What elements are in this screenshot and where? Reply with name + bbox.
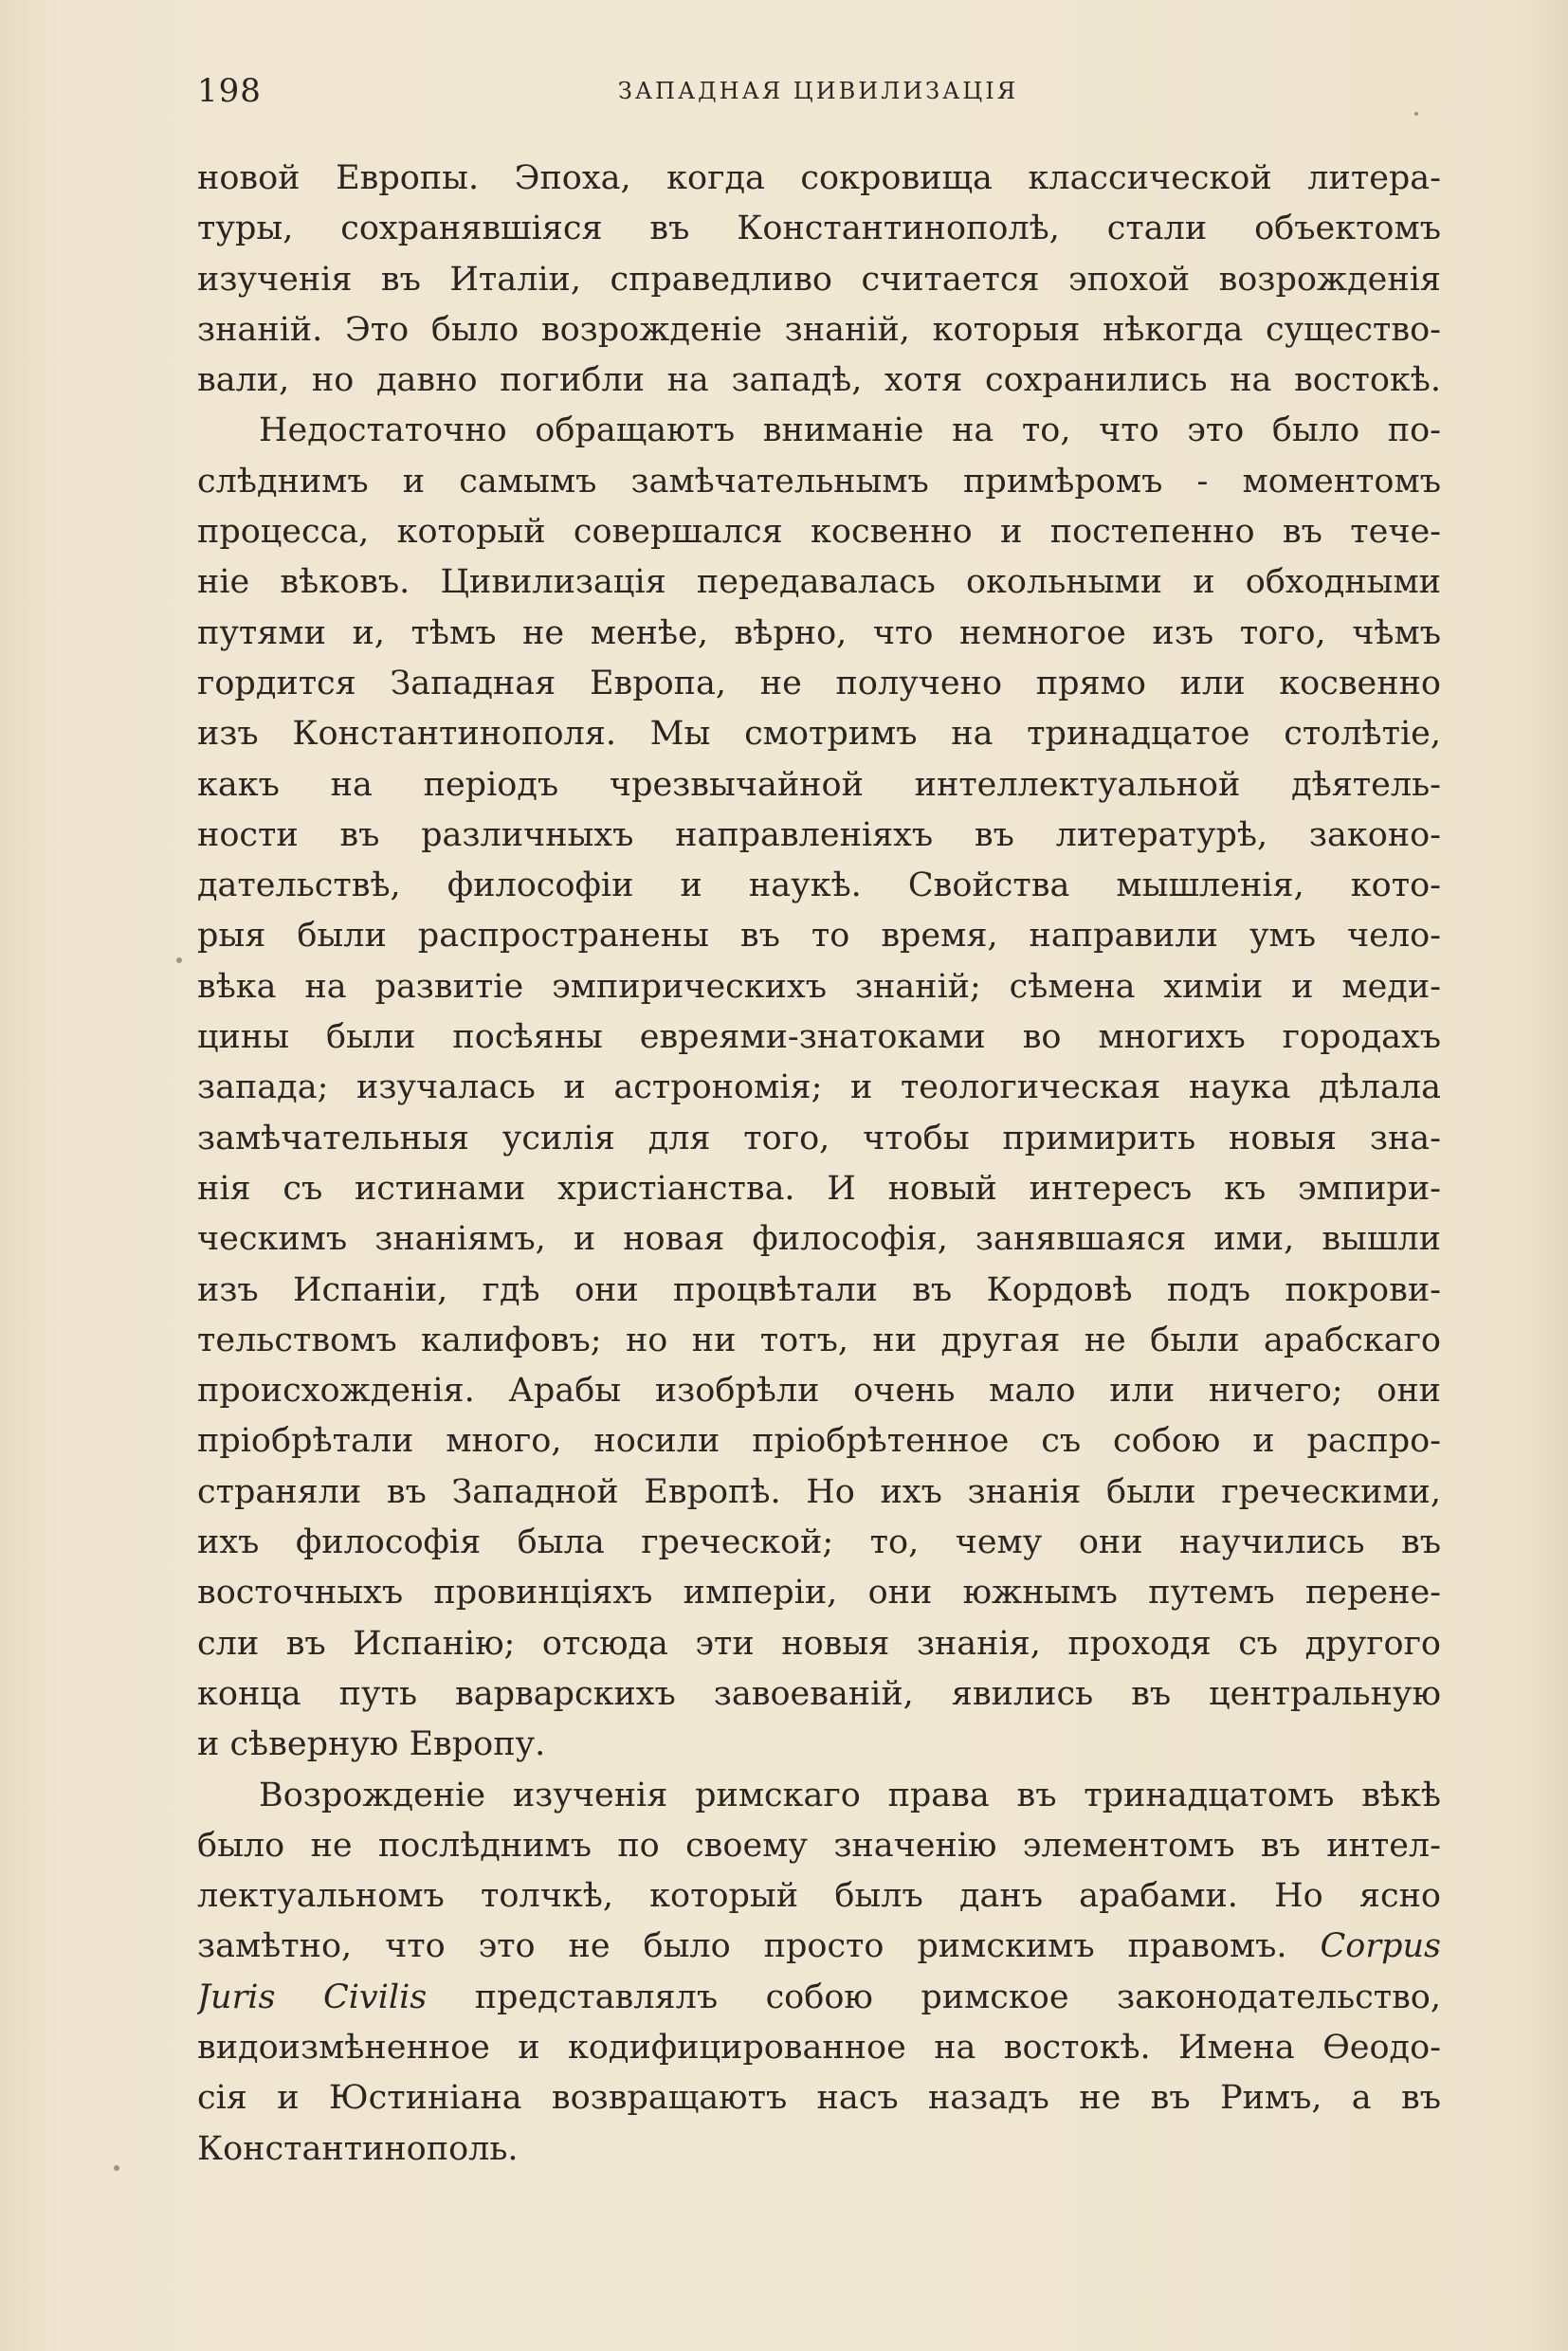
text-line: сія и Юстиніана возвращаютъ насъ назадъ не въ Римъ, а въ [197,2079,1441,2118]
text-line: туры, сохранявшіяся въ Константинополѣ, стали объектомъ [197,210,1441,248]
text-line: ности въ различныхъ направленіяхъ въ литературѣ, законо- [197,815,1441,854]
text-line: знаній. Это было возрожденіе знаній, которыя нѣкогда существо- [197,310,1441,349]
running-head: ЗАПАДНАЯ ЦИВИЛИЗАЦІЯ [617,78,1019,104]
print-speck [1414,112,1418,116]
text-line: путями и, тѣмъ не менѣе, вѣрно, что немногое изъ того, чѣмъ [197,613,1441,652]
print-speck [176,957,182,963]
text-line: процесса, который совершался косвенно и постепенно въ тече- [197,513,1441,552]
text-line: видоизмѣненное и кодифицированное на востокѣ. Имена Ѳеодо- [197,2028,1441,2067]
text-line: ихъ философія была греческой; то, чему они научились въ [197,1523,1441,1562]
text-run: представлялъ собою римское законодательство, [474,1977,1441,2016]
text-line: Возрожденіе изученія римскаго права въ тринадцатомъ вѣкѣ [259,1776,1441,1814]
text-line: дательствѣ, философіи и наукѣ. Свойства мышленія, кото- [197,866,1441,905]
text-line: изъ Испаніи, гдѣ они процвѣтали въ Кордовѣ подъ покрови- [197,1270,1441,1309]
text-line: было не послѣднимъ по своему значенію элементомъ въ интел- [197,1826,1441,1865]
text-line: сли въ Испанію; отсюда эти новыя знанія, проходя съ другого [197,1624,1441,1663]
text-line: запада; изучалась и астрономія; и теологическая наука дѣлала [197,1068,1441,1107]
italic-run: Corpus [1320,1927,1441,1966]
text-line: вали, но давно погибли на западѣ, хотя сохранились на востокѣ. [197,361,1441,400]
text-run: замѣтно, что это не было просто римскимъ правомъ. [197,1927,1287,1966]
text-line: Недостаточно обращаютъ вниманіе на то, что это было по- [259,411,1441,450]
text-line: вѣка на развитіе эмпирическихъ знаній; сѣмена химіи и меди- [197,967,1441,1006]
text-line: конца путь варварскихъ завоеваній, явились въ центральную [197,1674,1441,1713]
text-line: тельствомъ калифовъ; но ни тотъ, ни другая не были арабскаго [197,1321,1441,1359]
paragraph-3 [197,1771,1441,2175]
text-line: лектуальномъ толчкѣ, который былъ данъ арабами. Но ясно [197,1877,1441,1916]
text-line: ческимъ знаніямъ, и новая философія, занявшаяся ими, вышли [197,1220,1441,1259]
text-line: замѣчательныя усилія для того, чтобы примирить новыя зна- [197,1119,1441,1157]
text-line: какъ на періодъ чрезвычайной интеллектуальной дѣятель- [197,765,1441,804]
page-header [197,72,1439,119]
text-line: и сѣверную Европу. [197,1725,546,1764]
body-text [197,154,1441,2175]
text-line: нія съ истинами христіанства. И новый интересъ къ эмпири- [197,1169,1441,1208]
text-line: пріобрѣтали много, носили пріобрѣтенное съ собою и распро- [197,1422,1441,1461]
italic-run: Juris Civilis [197,1977,428,2016]
text-line: восточныхъ провинціяхъ имперіи, они южнымъ путемъ перене- [197,1574,1441,1613]
text-line: происхожденія. Арабы изобрѣли очень мало или ничего; они [197,1372,1441,1411]
text-line: новой Европы. Эпоха, когда сокровища классической литера- [197,159,1441,197]
text-line: рыя были распространены въ то время, направили умъ чело- [197,917,1441,956]
text-line [197,1973,1441,2023]
text-line: ніе вѣковъ. Цивилизація передавалась окольными и обходными [197,563,1441,602]
text-line: гордится Западная Европа, не получено прямо или косвенно [197,664,1441,702]
page-number: 198 [197,72,262,110]
text-line: цины были посѣяны евреями-знатоками во многихъ городахъ [197,1018,1441,1057]
text-line: страняли въ Западной Европѣ. Но ихъ знанія были греческими, [197,1472,1441,1511]
text-line [197,1922,1441,1972]
text-line: изученія въ Италіи, справедливо считается эпохой возрожденія [197,260,1441,299]
text-line: слѣднимъ и самымъ замѣчательнымъ примѣромъ - моментомъ [197,462,1441,501]
text-line: изъ Константинополя. Мы смотримъ на тринадцатое столѣтіе, [197,715,1441,754]
paragraph-2 [197,406,1441,1770]
text-line: Константинополь. [197,2129,519,2168]
paragraph-1 [197,154,1441,406]
print-speck [114,2165,119,2171]
